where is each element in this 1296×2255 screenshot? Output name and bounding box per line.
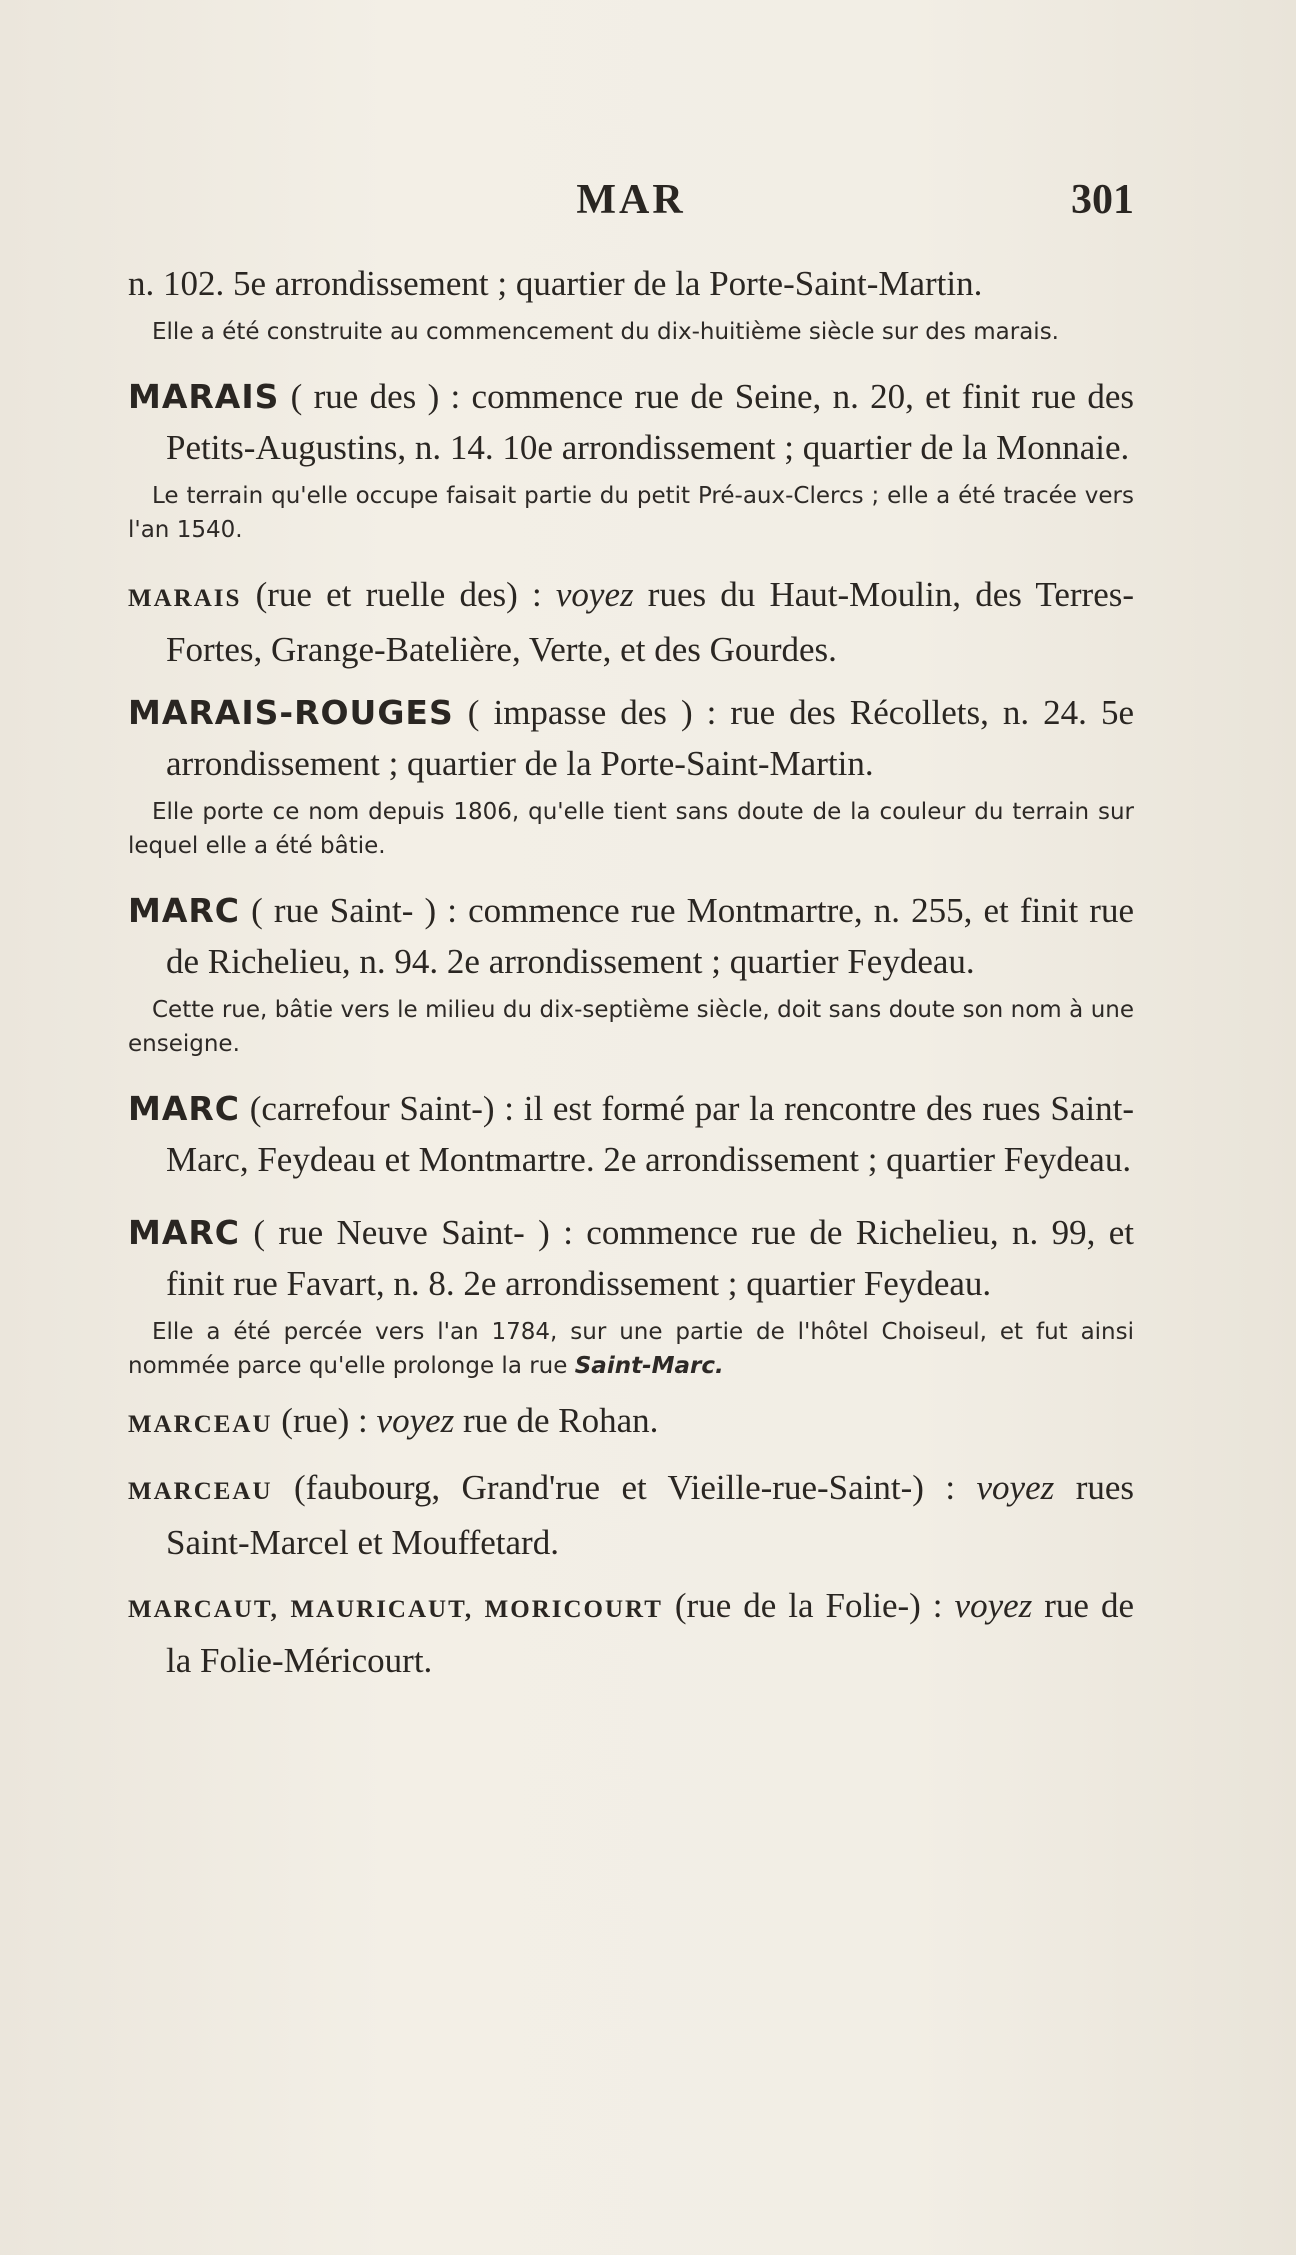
entry-marceau-rue [128, 1395, 1134, 1450]
entry-marceau-faubourg [128, 1462, 1134, 1568]
note-italic: Saint-Marc. [574, 1353, 724, 1379]
entry-body-after: rues du Haut-Moulin, des Terres-Fortes, Grange-Batelière, Verte, et des Gourdes. [166, 575, 1135, 669]
entry-marc-rue [128, 885, 1134, 1061]
entry-note [128, 315, 1134, 349]
page-number: 301 [1071, 177, 1134, 223]
page-content [128, 258, 1134, 1686]
entry-marcaut [128, 1580, 1134, 1686]
entry-headword: MARC [128, 891, 241, 930]
voyez-reference: voyez [976, 1468, 1055, 1507]
voyez-reference: voyez [954, 1586, 1033, 1625]
entry-text [128, 687, 1134, 789]
entry-body: ( rue Saint- ) : commence rue Montmartre, n. 255, et finit rue de Richelieu, n. 94. 2e arrondissement ; quartier Feydeau. [166, 891, 1134, 981]
entry-marais-rouges [128, 687, 1134, 863]
entry-body: ( rue des ) : commence rue de Seine, n. 20, et finit rue des Petits-Augustins, n. 14. 10e arrondissement ; quartier de la Monnaie. [166, 377, 1134, 467]
entry-headword: MARCEAU [128, 1478, 273, 1505]
entry-body-before: (rue de la Folie-) : [662, 1586, 955, 1625]
entry-body-before: (faubourg, Grand'rue et Vieille-rue-Saint-) : [272, 1468, 977, 1507]
entry-marais-rue [128, 371, 1134, 547]
voyez-reference: voyez [376, 1401, 455, 1440]
entry-body-before: (rue et ruelle des) : [241, 575, 556, 614]
entry-marais-ruelle [128, 569, 1134, 675]
entry-headword: MARAIS-ROUGES [128, 693, 454, 732]
entry-headword: MARC [128, 1089, 241, 1128]
entry-headword: MARAIS [128, 585, 242, 612]
entry-headword: MARCEAU [128, 1411, 273, 1438]
entry-text [128, 1580, 1134, 1686]
entry-text [128, 371, 1134, 473]
entry-marc-carrefour [128, 1083, 1134, 1185]
entry-body-after: rue de la Folie-Méricourt. [166, 1586, 1134, 1680]
page-header [128, 176, 1134, 236]
note-text: Elle a été construite au commencement du dix-huitième siècle sur des marais. [152, 319, 1059, 345]
running-head: MAR [576, 177, 686, 223]
entry-text [128, 1462, 1134, 1568]
entry-text [128, 1083, 1134, 1185]
note-text: Elle a été percée vers l'an 1784, sur une partie de l'hôtel Choiseul, et fut ainsi nommée parce qu'elle prolonge la rue [128, 1319, 1134, 1379]
voyez-reference: voyez [555, 575, 634, 614]
entry-body-after: rue de Rohan. [454, 1401, 659, 1440]
entry-note [128, 1315, 1134, 1383]
entry-headword: MARCAUT, MAURICAUT, MORICOURT [128, 1596, 663, 1623]
entry-headword: MARAIS [128, 377, 280, 416]
entry-text [128, 569, 1134, 675]
entry-body: (carrefour Saint-) : il est formé par la rencontre des rues Saint-Marc, Feydeau et Montmartre. 2e arrondissement ; quartier Feydeau. [166, 1089, 1134, 1179]
entry-marc-rue-neuve [128, 1207, 1134, 1383]
entry-note: Cette rue, bâtie vers le milieu du dix-septième siècle, doit sans doute son nom à une enseigne. [128, 997, 1134, 1057]
entry-body-after: rues Saint-Marcel et Mouffetard. [166, 1468, 1134, 1562]
entry-continuation [128, 258, 1134, 349]
entry-note: Elle porte ce nom depuis 1806, qu'elle tient sans doute de la couleur du terrain sur lequel elle a été bâtie. [128, 799, 1134, 859]
entry-note: Le terrain qu'elle occupe faisait partie du petit Pré-aux-Clercs ; elle a été tracée vers l'an 1540. [128, 483, 1134, 543]
entry-text [128, 1207, 1134, 1309]
entry-body-before: (rue) : [272, 1401, 377, 1440]
entry-body: ( rue Neuve Saint- ) : commence rue de Richelieu, n. 99, et finit rue Favart, n. 8. 2e arrondissement ; quartier Feydeau. [166, 1213, 1134, 1303]
entry-headword: MARC [128, 1213, 241, 1252]
entry-text: n. 102. 5e arrondissement ; quartier de la Porte-Saint-Martin. [128, 264, 983, 303]
entry-text [128, 1395, 1134, 1450]
entry-body: ( impasse des ) : rue des Récollets, n. 24. 5e arrondissement ; quartier de la Porte-Saint-Martin. [166, 693, 1134, 783]
entry-text [128, 885, 1134, 987]
